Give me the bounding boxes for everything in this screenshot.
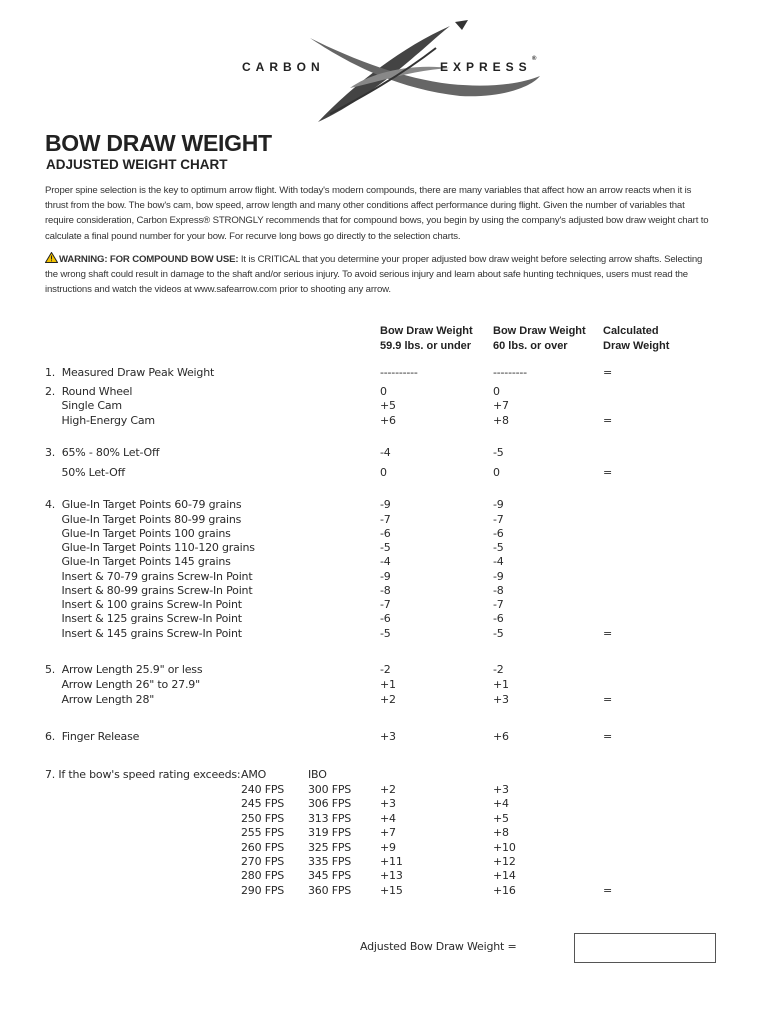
row-label: 50% Let-Off xyxy=(45,466,125,479)
row-label: Glue-In Target Points 100 grains xyxy=(45,527,231,540)
warning-icon xyxy=(45,252,58,263)
value-under-60: -4 xyxy=(380,555,391,568)
ibo-speed: 360 FPS xyxy=(308,883,352,897)
amo-speed: 250 FPS xyxy=(241,811,285,825)
value-under-60: +9 xyxy=(380,840,396,854)
amo-header: AMO xyxy=(241,768,267,781)
column-header-under-60-line2: 59.9 lbs. or under xyxy=(380,340,472,352)
value-60-over: +5 xyxy=(493,811,509,825)
ibo-header: IBO xyxy=(308,768,327,781)
value-60-over: +3 xyxy=(493,693,509,706)
value-60-over: -9 xyxy=(493,498,504,511)
row-label: 2. Round Wheel xyxy=(45,385,133,398)
row-label: 4. Glue-In Target Points 60-79 grains xyxy=(45,498,242,511)
value-60-over: -6 xyxy=(493,527,504,540)
column-header-calculated-line2: Draw Weight xyxy=(603,340,670,352)
row-label: Insert & 80-99 grains Screw-In Point xyxy=(45,584,253,597)
value-60-over: +4 xyxy=(493,797,509,811)
value-under-60: +15 xyxy=(380,883,403,897)
warning-text: It is CRITICAL that you determine your proper adjusted bow draw weight before selecting arrow shafts. Selecting the wrong shaft could result in damage to the shaft and/or serious injury. To avoid serious injury and learn about safe hunting techniques, users must read the instructions and watch the videos at www.safearrow.com prior to shooting any arrow. xyxy=(45,254,703,296)
column-header-calculated xyxy=(603,324,669,354)
value-under-60: -9 xyxy=(380,498,391,511)
value-60-over: -5 xyxy=(493,541,504,554)
value-under-60: +2 xyxy=(380,783,396,796)
value-under-60: +13 xyxy=(380,869,403,883)
column-header-under-60 xyxy=(380,324,473,354)
value-under-60: -8 xyxy=(380,584,391,597)
value-60-over: +14 xyxy=(493,869,516,883)
page-subtitle: ADJUSTED WEIGHT CHART xyxy=(46,157,228,172)
value-under-60: +6 xyxy=(380,414,396,427)
row-label: Glue-In Target Points 80-99 grains xyxy=(45,513,242,526)
value-under-60: -5 xyxy=(380,541,391,554)
equals-sign: = xyxy=(603,366,613,379)
amo-speed: 240 FPS xyxy=(241,783,285,796)
logo-trademark: ® xyxy=(532,56,537,62)
ibo-speed: 325 FPS xyxy=(308,840,352,854)
adjusted-weight-box xyxy=(574,933,716,963)
value-60-over: -4 xyxy=(493,555,504,568)
row-label: Glue-In Target Points 110-120 grains xyxy=(45,541,255,554)
value-60-over: -7 xyxy=(493,513,504,526)
row-label: 1. Measured Draw Peak Weight xyxy=(45,366,215,379)
value-60-over: -5 xyxy=(493,446,504,459)
adjusted-weight-label: Adjusted Bow Draw Weight = xyxy=(360,940,517,953)
speed-rating-label: 7. If the bow's speed rating exceeds: xyxy=(45,768,241,781)
row-label: Insert & 125 grains Screw-In Point xyxy=(45,612,242,625)
value-60-over: +10 xyxy=(493,840,516,854)
value-60-over: -2 xyxy=(493,663,504,676)
logo-word-express: EXPRESS xyxy=(440,60,532,74)
equals-sign: = xyxy=(603,730,613,743)
row-label: 6. Finger Release xyxy=(45,730,140,743)
equals-sign: = xyxy=(603,693,613,706)
value-under-60: -6 xyxy=(380,527,391,540)
value-60-over: -5 xyxy=(493,627,504,640)
value-60-over: +12 xyxy=(493,855,516,868)
value-under-60: 0 xyxy=(380,466,387,479)
value-under-60: +5 xyxy=(380,399,396,412)
ibo-speed: 345 FPS xyxy=(308,869,352,883)
column-header-calculated-line1: Calculated xyxy=(603,325,659,337)
row-label: 5. Arrow Length 25.9" or less xyxy=(45,663,203,676)
warning-paragraph xyxy=(45,252,715,298)
arrow-swoosh-icon xyxy=(200,18,570,130)
column-header-60-over-line2: 60 lbs. or over xyxy=(493,340,568,352)
value-under-60: +3 xyxy=(380,730,396,743)
value-60-over: 0 xyxy=(493,466,500,479)
equals-sign: = xyxy=(603,414,613,427)
value-under-60: +7 xyxy=(380,826,396,840)
warning-heading: WARNING: FOR COMPOUND BOW USE: xyxy=(59,254,239,265)
value-under-60: -7 xyxy=(380,513,391,526)
value-60-over: +7 xyxy=(493,399,509,412)
value-under-60: -2 xyxy=(380,663,391,676)
amo-speed: 280 FPS xyxy=(241,869,285,883)
value-under-60: +2 xyxy=(380,693,396,706)
value-60-over: +3 xyxy=(493,783,509,796)
column-header-60-over-line1: Bow Draw Weight xyxy=(493,325,586,337)
ibo-speed: 300 FPS xyxy=(308,783,352,796)
amo-speed: 245 FPS xyxy=(241,797,285,811)
ibo-speed: 313 FPS xyxy=(308,811,352,825)
row-label: Insert & 70-79 grains Screw-In Point xyxy=(45,570,253,583)
value-60-over: -6 xyxy=(493,612,504,625)
value-60-over: -7 xyxy=(493,598,504,611)
value-under-60: ---------- xyxy=(380,366,418,379)
value-under-60: 0 xyxy=(380,385,387,398)
ibo-speed: 319 FPS xyxy=(308,826,352,840)
column-header-under-60-line1: Bow Draw Weight xyxy=(380,325,473,337)
intro-paragraph: Proper spine selection is the key to optimum arrow flight. With today's modern compounds, there are many variables that affect how an arrow reacts when it is thrust from the bow. The bow's cam, bow speed, arrow length and many other conditions affect performance during flight. Given the number of variables that require consideration, Carbon Express® STRONGLY recommends that for compound bows, you begin by using the company's adjusted bow draw weight chart to calculate a final pound number for your bow. For recurve long bows go directly to the selection charts. xyxy=(45,185,709,242)
value-60-over: +8 xyxy=(493,414,509,427)
amo-speed: 255 FPS xyxy=(241,826,285,840)
ibo-speed: 335 FPS xyxy=(308,855,352,868)
row-label: Insert & 145 grains Screw-In Point xyxy=(45,627,242,640)
value-60-over: +8 xyxy=(493,826,509,840)
value-under-60: -9 xyxy=(380,570,391,583)
equals-sign: = xyxy=(603,627,613,640)
column-header-60-over xyxy=(493,324,586,354)
value-60-over: -8 xyxy=(493,584,504,597)
amo-speed: 270 FPS xyxy=(241,855,285,868)
value-under-60: -7 xyxy=(380,598,391,611)
amo-speed: 290 FPS xyxy=(241,883,285,897)
value-60-over: +1 xyxy=(493,678,509,691)
value-under-60: +11 xyxy=(380,855,403,868)
carbon-express-logo xyxy=(200,18,570,130)
value-under-60: +4 xyxy=(380,811,396,825)
value-under-60: +3 xyxy=(380,797,396,811)
row-label: Single Cam xyxy=(45,399,122,412)
row-label: Arrow Length 28" xyxy=(45,693,155,706)
row-label: Glue-In Target Points 145 grains xyxy=(45,555,231,568)
value-under-60: -5 xyxy=(380,627,391,640)
value-60-over: +16 xyxy=(493,883,516,897)
value-under-60: -6 xyxy=(380,612,391,625)
page-title: BOW DRAW WEIGHT xyxy=(45,130,272,156)
value-under-60: -4 xyxy=(380,446,391,459)
value-60-over: -9 xyxy=(493,570,504,583)
value-under-60: +1 xyxy=(380,678,396,691)
ibo-speed: 306 FPS xyxy=(308,797,352,811)
value-60-over: --------- xyxy=(493,366,527,379)
row-label: Arrow Length 26" to 27.9" xyxy=(45,678,200,691)
amo-speed: 260 FPS xyxy=(241,840,285,854)
logo-word-carbon: CARBON xyxy=(242,60,325,74)
equals-sign: = xyxy=(603,466,613,479)
value-60-over: 0 xyxy=(493,385,500,398)
row-label: High-Energy Cam xyxy=(45,414,155,427)
equals-sign: = xyxy=(603,883,613,897)
row-label: 3. 65% - 80% Let-Off xyxy=(45,446,160,459)
value-60-over: +6 xyxy=(493,730,509,743)
row-label: Insert & 100 grains Screw-In Point xyxy=(45,598,242,611)
